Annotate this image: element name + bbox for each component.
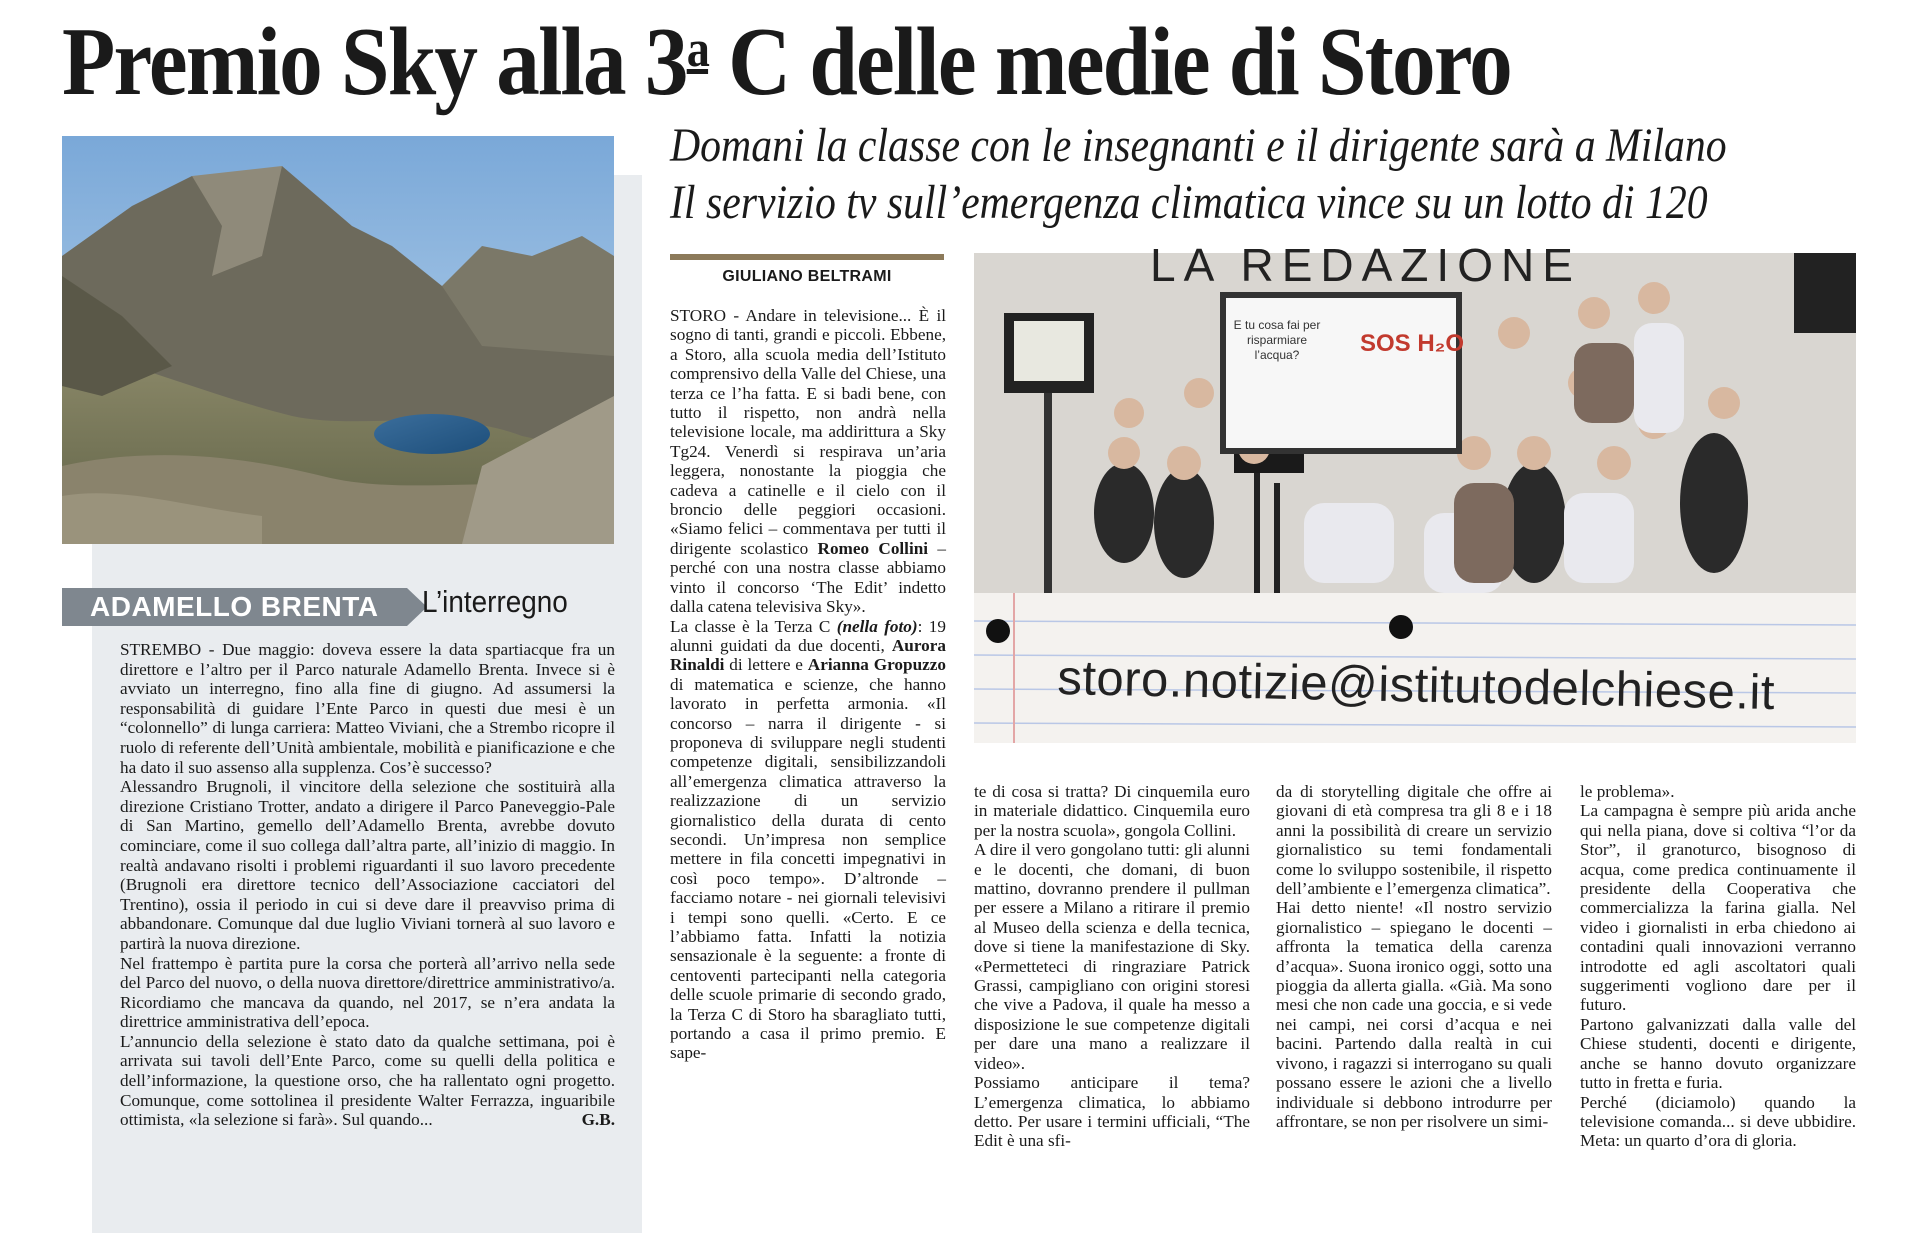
article-text: : 19 alunni guidati da due docenti,: [670, 616, 946, 655]
article-text: di matematica e scienze, che hanno lavorato in perfetta armonia. «Il concorso – narra il dirigente - si proponeva di sviluppare negli studenti competenze digitali, sensibilizzandoli all’emergenza climatica attraverso la realizzazione di un servizio giornalistico della durata di cento secondi. Un’impresa non semplice mettere in fila concetti impegnativi in così poco tempo». D’altronde – facciamo notare - nei giornali televisivi i tempi sono quelli. «Certo. E ce l’abbiamo fatta. Infatti la notizia sensazionale è la seguente: a fronte di centoventi partecipanti nella categoria delle scuole primarie di secondo grado, la Terza C di Storo ha sbaragliato tutti, portando a casa il primo premio. E sape-: [670, 674, 946, 1063]
article-paragraph: Partono galvanizzati dalla valle del Chiese studenti, docenti e dirigente, anche se hanno dovuto organizzare tutto in fretta e furia.: [1580, 1014, 1856, 1093]
mountain-lake-photo: [62, 136, 614, 544]
headline-text-after: C delle medie di Storo: [708, 8, 1512, 116]
sidebar-paragraph: Alessandro Brugnoli, il vincitore della selezione che sostituirà alla direzione Cristiano Trotter, andato a dirigere il Parco Paneveggio-Pale di San Martino, gemello dell’Adamello Brenta, avrebbe dovuto cominciare, come il suo collega dall’altra parte, all’inizio di maggio. In realtà andavano risolti i problemi riguardanti il suo lavoro precedente (Brugnoli era direttore tecnico dell’Associazione cacciatori del Trentino), ossia il periodo in cui si deve dare il preavviso prima di abbandonare. Comunque dal due luglio Viviani tornerà al suo lavoro e partirà la nuova direzione.: [120, 777, 615, 953]
author-rule: [670, 254, 944, 260]
article-paragraph: te di cosa si tratta? Di cinquemila euro in materiale didattico. Cinquemila euro per la nostra scuola», gongola Collini.: [974, 782, 1250, 840]
headline-text-before: Premio Sky alla 3: [62, 8, 687, 116]
sidebar-title: L’interregno: [422, 584, 568, 619]
author-byline: GIULIANO BELTRAMI: [722, 268, 892, 285]
poster-logo: SOS H₂O: [1360, 330, 1465, 357]
photo-email: storo.notizie@istitutodelchiese.it: [1056, 650, 1776, 721]
article-text: STORO - Andare in televisione... È il sogno di tanti, grandi e piccoli. Ebbene, a Storo, alla scuola media dell’Istituto comprensivo della Valle del Chiese, una terza ce l’ha fatta. E si badi bene, con tutto il rispetto, non andrà nella televisione locale, ma addirittura a Sky Tg24. Venerdì si respirava un’aria leggera, nonostante la pioggia che cadeva a catinelle e il cielo con il broncio delle peggiori occasioni. «Siamo felici – commentava per tutti il dirigente scolastico: [670, 306, 946, 558]
sidebar-paragraph: Nel frattempo è partita pure la corsa che porterà all’arrivo nella sede del Parco del nuovo, o della nuova direttore/direttrice amministrativo/a. Ricordiamo che mancava da quando, nel 2017, se n’era andata la direttrice amministrativa dell’epoca.: [120, 953, 615, 1032]
article-paragraph: [670, 306, 946, 617]
person-name: Arianna Gropuzzo: [807, 655, 946, 675]
sidebar-article: [120, 640, 615, 1130]
headline-superscript: a: [686, 21, 709, 78]
section-tag: ADAMELLO BRENTA: [62, 588, 407, 626]
article-paragraph: Possiamo anticipare il tema? L’emergenza climatica, lo abbiamo detto. Per usare i termini ufficiali, “The Edit è una sfi-: [974, 1073, 1250, 1151]
article-paragraph: Perché (diciamolo) quando la televisione comanda... si deve ubbidire. Meta: un quarto d’ora di gloria.: [1580, 1092, 1856, 1151]
subtitle-line-1: Domani la classe con le insegnanti e il dirigente sarà a Milano: [670, 119, 1727, 172]
article-column-3: [1276, 782, 1552, 1131]
article-text: di lettere e: [724, 655, 808, 675]
article-paragraph: La campagna è sempre più arida anche qui nella piana, dove si coltiva “l’or da Stor”, il granoturco, bisognoso di acqua, come predica continuamente il presidente della Cooperativa che commercializza la farina gialla. Nel video i giornalisti in erba chiedono ai contadini quali innovazioni verranno introdotte ed agli ascoltatori quali suggerimenti vogliono dare per il futuro.: [1580, 801, 1856, 1015]
poster-text: E tu cosa fai per risparmiare l’acqua?: [1233, 318, 1321, 362]
article-column-1: [670, 306, 946, 1063]
article-paragraph: Hai detto niente! «Il nostro servizio giornalistico – spiegano le docenti – affronta la tematica della carenza d’acqua». Suona ironico oggi, sotto una pioggia da allerta gialla. «Già. Ma sono mesi che non cade una goccia, e si vede nei campi, nei corsi d’acqua e nei bacini. Partendo dalla realtà in cui vivono, i ragazzi si interrogano su quali possano essere le azioni che a livello individuale si debbono introdurre per affrontare, se non per risolvere un simi-: [1276, 898, 1552, 1131]
article-text: – perché con una nostra classe abbiamo vinto il concorso ‘The Edit’ indetto dalla catena televisiva Sky».: [670, 538, 946, 617]
article-paragraph: da di storytelling digitale che offre ai giovani di età compresa tra gli 8 e i 18 anni la possibilità di creare un servizio giornalistico su temi fondamentali come lo sviluppo sostenibile, il rispetto dell’ambiente e l’emergenza climatica”.: [1276, 782, 1552, 899]
photo-reference: (nella foto): [836, 616, 918, 636]
article-column-2: [974, 782, 1250, 1151]
sidebar-paragraph: [120, 1032, 615, 1130]
sidebar-paragraph-text: L’annuncio della selezione è stato dato da qualche settimana, poi è arrivata sui tavoli dell’Ente Parco, come su quelli della politica e dell’informazione, la questione orso, che ha rallentato ogni progetto. Comunque, come sottolinea il presidente Walter Ferrazza, inguaribile ottimista, «la selezione si farà». Sul quando...: [120, 1031, 615, 1130]
article-paragraph: A dire il vero gongolano tutti: gli alunni e le docenti, che domani, di buon mattino, dovranno prendere il pullman per essere a Milano a ritirare il premio al Museo della scienza e della tecnica, dove si tiene la manifestazione di Sky. «Permetteteci di ringraziare Patrick Grassi, campigliano con origini storesi che vive a Padova, il quale ha messo a disposizione le sue competenze digitali per dare una mano a realizzare il video».: [974, 840, 1250, 1073]
photo-poster: [1220, 292, 1465, 454]
article-paragraph: le problema».: [1580, 782, 1675, 801]
person-name: Romeo Collini: [817, 538, 929, 558]
article-text: La classe è la Terza C: [670, 616, 837, 636]
sidebar-signature: G.B.: [581, 1110, 615, 1130]
person-name: Aurora Rinaldi: [670, 635, 946, 675]
headline: [62, 0, 1664, 116]
article-column-4: [1580, 782, 1856, 1151]
article-paragraph: [670, 617, 946, 1063]
subtitle-line-2: Il servizio tv sull’emergenza climatica vince su un lotto di 120: [670, 176, 1708, 229]
sidebar-paragraph: STREMBO - Due maggio: doveva essere la data spartiacque fra un direttore e l’altro per il Parco naturale Adamello Brenta. Invece si è avviato un interregno, fino alla fine di giugno. Ad assumersi la responsabilità di guidare l’Ente Parco in questi due mesi è un “colonnello” di lunga carriera: Matteo Viviani, che a Strembo ricopre il ruolo di referente dell’Unità ambientale, mobilità e pianificazione e che ha dato il suo assenso alla supplenza. Cos’è successo?: [120, 640, 615, 777]
photo-banner: LA REDAZIONE: [1150, 239, 1581, 291]
